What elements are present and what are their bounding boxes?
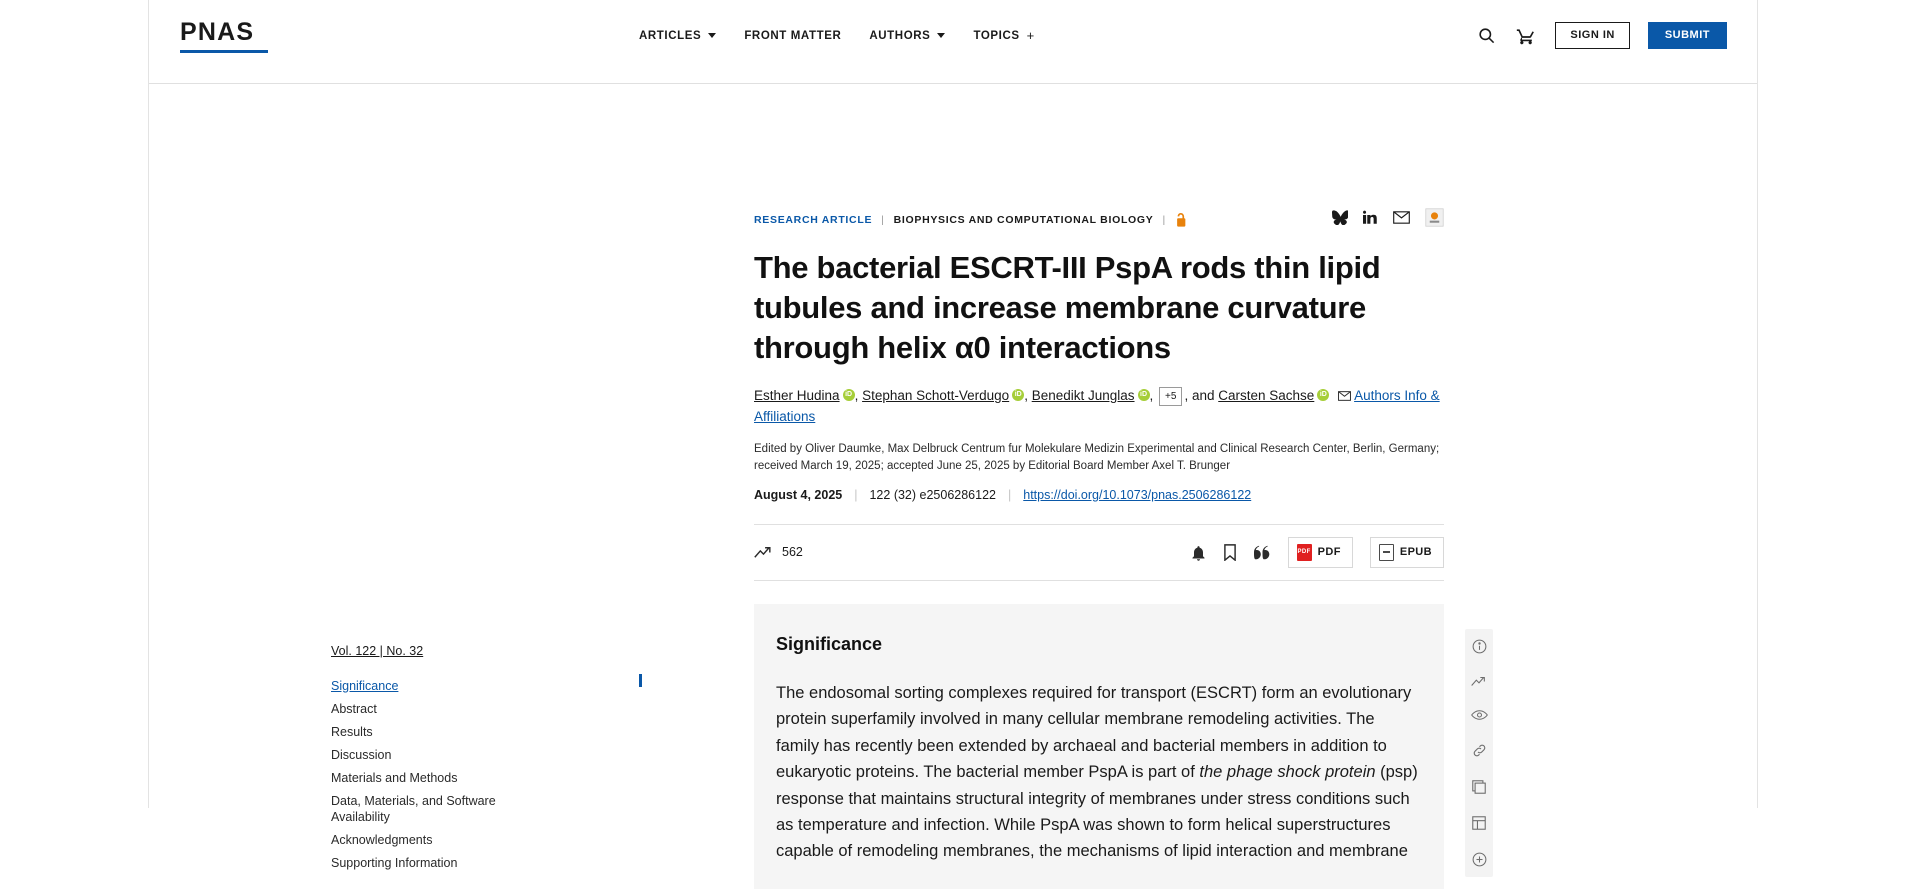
nav-item-authors[interactable] <box>869 30 945 42</box>
metrics-trending-icon[interactable] <box>1471 676 1487 687</box>
shopping-cart-icon[interactable] <box>1515 25 1537 47</box>
altmetric-badge-icon[interactable] <box>1425 208 1444 227</box>
pubinfo-divider-1: | <box>854 487 858 502</box>
linkedin-icon[interactable] <box>1363 210 1378 225</box>
author-comma-1: , <box>854 387 863 403</box>
left-margin <box>0 0 148 808</box>
nav-item-front-matter[interactable] <box>744 30 841 42</box>
content-area <box>149 84 1757 870</box>
breadcrumb <box>754 212 1444 228</box>
orcid-icon[interactable] <box>843 389 855 401</box>
page-frame <box>148 0 1758 870</box>
toc-item-supporting-information[interactable]: Supporting Information <box>331 855 458 870</box>
share-toolbar <box>1332 208 1444 227</box>
search-icon[interactable] <box>1475 25 1497 47</box>
pnas-logo-underline <box>180 50 268 53</box>
article-side-rail <box>1465 629 1493 877</box>
significance-text-part1: The endosomal sorting complexes required for transport (ESCRT) form an evolutionary protein superfamily involved in many cellular membrane remodeling activities. The family has recently been extended by archaeal and bacterial members in addition to eukaryotic proteins. The bacterial member PspA is part of <box>776 684 1412 782</box>
envelope-icon[interactable] <box>1334 388 1354 403</box>
quote-cite-icon[interactable] <box>1254 545 1271 560</box>
chevron-down-icon <box>708 33 716 38</box>
significance-text-part2: (psp) response that maintains structural integrity of membranes under stress conditions such as temperature and infection. While PspA was shown to form helical superstructures capable of remodeling membranes, the mechanisms of lipid interaction and membrane <box>776 763 1418 861</box>
article-header <box>754 212 1444 581</box>
tables-icon[interactable] <box>1472 816 1486 830</box>
significance-heading: Significance <box>776 634 883 654</box>
nav-item-front-matter-label: FRONT MATTER <box>744 29 842 42</box>
bluesky-icon[interactable] <box>1332 210 1348 225</box>
significance-section <box>754 604 1444 889</box>
author-list <box>754 386 1444 428</box>
nav-item-topics-label: TOPICS <box>973 29 1020 42</box>
pnas-logo-text: PNAS <box>180 18 255 46</box>
toc-item-results[interactable]: Results <box>331 724 373 739</box>
toc-item-data-materials-software-availability[interactable]: Data, Materials, and Software Availability <box>331 793 496 824</box>
download-epub-button[interactable] <box>1370 537 1444 568</box>
email-icon[interactable] <box>1393 211 1410 224</box>
edited-by-note: Edited by Oliver Daumke, Max Delbruck Centrum fur Molekulare Medizin Experimental and Clinical Research Center, Berlin, Germany; received March 19, 2025; accepted June 25, 2025 by Editorial Board Member Axel T. Brunger <box>754 442 1440 473</box>
author-link-last[interactable]: Carsten Sachse <box>1218 387 1315 403</box>
header-actions <box>1475 22 1727 49</box>
significance-text-italic: the phage shock protein <box>1199 763 1376 782</box>
chevron-down-icon <box>937 33 945 38</box>
media-icon[interactable] <box>1472 780 1486 794</box>
authors-info-affiliations-link[interactable]: Authors Info & Affiliations <box>754 387 1440 424</box>
orcid-icon[interactable] <box>1138 389 1150 401</box>
metrics-group[interactable] <box>754 545 803 559</box>
authors-and-text: , and <box>1184 387 1215 403</box>
toc-item-materials-and-methods[interactable]: Materials and Methods <box>331 770 458 785</box>
download-pdf-button[interactable] <box>1288 537 1353 568</box>
eye-views-icon[interactable] <box>1471 709 1488 721</box>
doi-link[interactable]: https://doi.org/10.1073/pnas.2506286122 <box>1023 487 1252 502</box>
submit-button[interactable]: SUBMIT <box>1648 22 1727 49</box>
author-link-3[interactable]: Benedikt Junglas <box>1031 387 1135 403</box>
toc-item-abstract[interactable]: Abstract <box>331 701 377 716</box>
page-title: The bacterial ESCRT-III PspA rods thin lipid tubules and increase membrane curvature through helix α0 interactions <box>754 250 1381 365</box>
author-link-1[interactable]: Esther Hudina <box>754 387 840 403</box>
main-navigation <box>639 28 1035 43</box>
breadcrumb-article-type[interactable]: RESEARCH ARTICLE <box>754 214 873 226</box>
author-comma-2: , <box>1024 387 1032 403</box>
info-icon[interactable] <box>1472 639 1487 654</box>
more-plus-icon[interactable] <box>1472 852 1487 867</box>
publication-info <box>754 488 1444 502</box>
toc-item-significance[interactable] <box>331 674 496 697</box>
toc-active-marker <box>639 674 642 687</box>
download-epub-label: EPUB <box>1399 546 1432 559</box>
orcid-icon[interactable] <box>1012 389 1024 401</box>
breadcrumb-subject[interactable]: BIOPHYSICS AND COMPUTATIONAL BIOLOGY <box>893 214 1154 226</box>
sign-in-button[interactable]: SIGN IN <box>1555 22 1629 49</box>
pnas-logo[interactable] <box>180 20 268 53</box>
bookmark-icon[interactable] <box>1223 544 1237 561</box>
author-link-2[interactable]: Stephan Schott-Verdugo <box>862 387 1010 403</box>
nav-item-authors-label: AUTHORS <box>869 29 931 42</box>
publication-date: August 4, 2025 <box>754 487 843 502</box>
orcid-icon[interactable] <box>1317 389 1329 401</box>
right-margin <box>1758 0 1905 808</box>
toc-item-significance-label: Significance <box>331 678 399 693</box>
toc-item-acknowledgments[interactable]: Acknowledgments <box>331 832 433 847</box>
breadcrumb-separator: | <box>881 214 885 226</box>
breadcrumb-separator-2: | <box>1162 214 1166 226</box>
download-pdf-label: PDF <box>1317 546 1341 559</box>
site-header <box>149 0 1757 84</box>
pubinfo-divider-2: | <box>1008 487 1012 502</box>
article-tools-bar <box>754 524 1444 581</box>
nav-item-articles[interactable] <box>639 30 716 42</box>
trending-up-icon <box>754 546 773 559</box>
toc-list <box>331 674 496 874</box>
nav-item-articles-label: ARTICLES <box>639 29 702 42</box>
author-comma-3: , <box>1149 387 1158 403</box>
open-access-lock-icon <box>1175 212 1188 228</box>
epub-file-icon <box>1379 544 1394 561</box>
bell-alert-icon[interactable] <box>1191 544 1206 561</box>
toc-item-discussion[interactable]: Discussion <box>331 747 392 762</box>
more-authors-button[interactable]: +5 <box>1159 387 1182 407</box>
volume-issue-link[interactable]: Vol. 122 | No. 32 <box>331 644 424 658</box>
nav-item-topics[interactable] <box>973 28 1034 43</box>
pdf-file-icon: PDF <box>1297 544 1312 561</box>
citation-reference: 122 (32) e2506286122 <box>869 487 996 502</box>
significance-paragraph <box>776 680 1422 865</box>
table-of-contents <box>331 644 496 874</box>
article-actions <box>1191 537 1444 568</box>
link-share-icon[interactable] <box>1472 743 1487 758</box>
plus-icon: + <box>1026 28 1035 43</box>
metrics-count: 562 <box>782 545 803 560</box>
